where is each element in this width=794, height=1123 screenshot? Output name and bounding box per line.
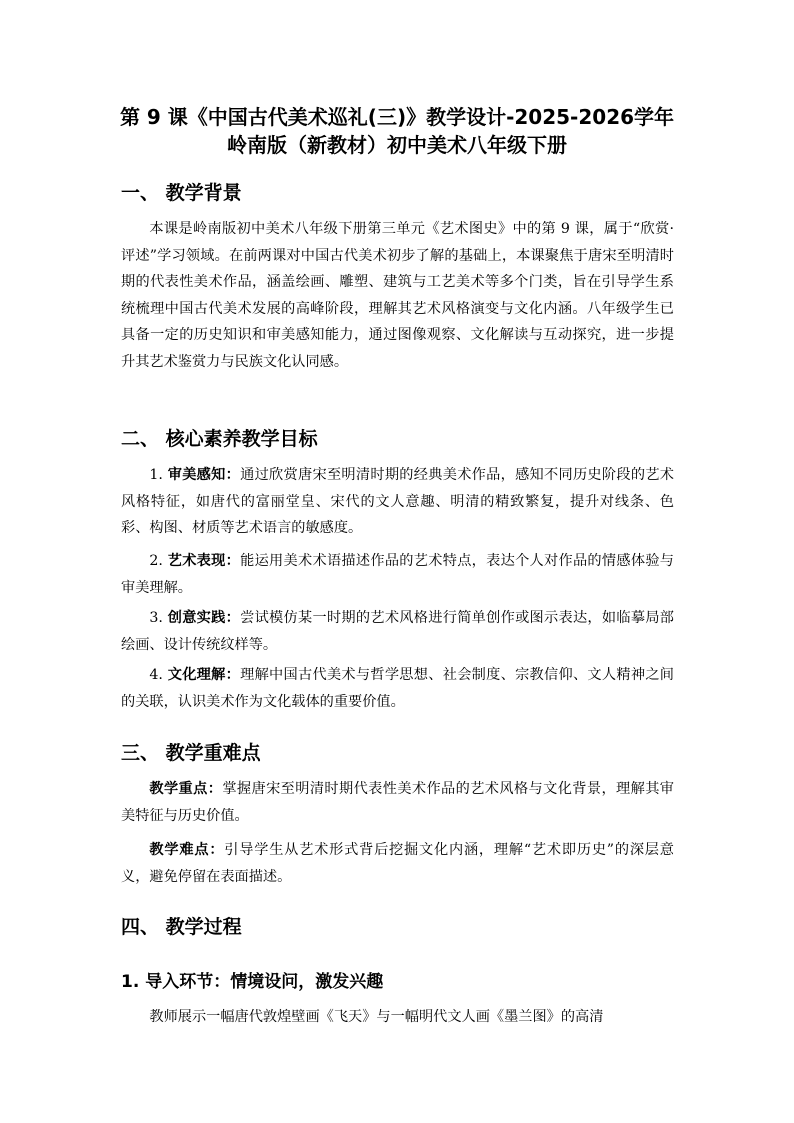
objective-item-1 bbox=[121, 462, 674, 542]
objective-text: 理解中国古代美术与哲学思想、社会制度、宗教信仰、文人精神之间的关联，认识美术作为文化载体的重要价值。 bbox=[121, 667, 674, 710]
objective-label: 艺术表现 bbox=[167, 553, 226, 569]
objective-label: 创意实践 bbox=[167, 610, 226, 626]
objective-num: 2. bbox=[149, 553, 168, 569]
objective-sep: ： bbox=[225, 553, 241, 569]
difficulty-sep: ： bbox=[209, 842, 225, 858]
objective-item-4 bbox=[121, 662, 674, 715]
objective-item-3 bbox=[121, 605, 674, 658]
key-point-label: 教学重点 bbox=[149, 781, 208, 797]
difficulty-label: 教学难点 bbox=[149, 842, 210, 858]
objective-num: 4. bbox=[149, 667, 168, 683]
objective-num: 3. bbox=[149, 610, 168, 626]
objective-sep: ： bbox=[225, 467, 241, 483]
background-paragraph: 本课是岭南版初中美术八年级下册第三单元《艺术图史》中的第 9 课，属于“欣赏·评述”学习领域。在前两课对中国古代美术初步了解的基础上，本课聚焦于唐宋至明清时期的代表性美术作品，涵盖绘画、雕塑、建筑与工艺美术等多个门类，旨在引导学生系统梳理中国古代美术发展的高峰阶段，理解其艺术风格演变与文化内涵。八年级学生已具备一定的历史知识和审美感知能力，通过图像观察、文化解读与互动探究，进一步提升其艺术鉴赏力与民族文化认同感。 bbox=[121, 221, 674, 370]
doc-title-line1: 第 9 课《中国古代美术巡礼(三)》教学设计-2025-2026学年 bbox=[119, 105, 675, 129]
section-heading-objectives: 二、 核心素养教学目标 bbox=[121, 428, 318, 450]
key-point-text: 掌握唐宋至明清时期代表性美术作品的艺术风格与文化背景，理解其审美特征与历史价值。 bbox=[121, 781, 674, 824]
doc-title-line2: 岭南版（新教材）初中美术八年级下册 bbox=[227, 133, 567, 157]
objective-sep: ： bbox=[225, 610, 241, 626]
key-point-paragraph bbox=[121, 776, 674, 829]
section-heading-process: 四、 教学过程 bbox=[121, 916, 242, 938]
objective-text: 能运用美术术语描述作品的艺术特点，表达个人对作品的情感体验与审美理解。 bbox=[121, 553, 674, 596]
section-heading-background: 一、 教学背景 bbox=[121, 182, 242, 204]
objective-label: 文化理解 bbox=[167, 667, 226, 683]
objective-sep: ： bbox=[225, 667, 241, 683]
key-point-sep: ： bbox=[207, 781, 223, 797]
objective-num: 1. bbox=[149, 467, 168, 483]
difficulty-paragraph bbox=[121, 837, 674, 890]
objective-item-2 bbox=[121, 548, 674, 601]
section-heading-keypoints: 三、 教学重难点 bbox=[121, 742, 261, 764]
objective-text: 通过欣赏唐宋至明清时期的经典美术作品，感知不同历史阶段的艺术风格特征，如唐代的富丽堂皇、宋代的文人意趣、明清的精致繁复，提升对线条、色彩、构图、材质等艺术语言的敏感度。 bbox=[121, 467, 674, 536]
objective-label: 审美感知 bbox=[167, 467, 226, 483]
process-intro-paragraph: 教师展示一幅唐代敦煌壁画《飞天》与一幅明代文人画《墨兰图》的高清 bbox=[149, 1009, 604, 1025]
process-subheading-intro: 1. 导入环节：情境设问，激发兴趣 bbox=[121, 972, 384, 992]
difficulty-text: 引导学生从艺术形式背后挖掘文化内涵，理解“艺术即历史”的深层意义，避免停留在表面描述。 bbox=[121, 842, 674, 885]
objective-text: 尝试模仿某一时期的艺术风格进行简单创作或图示表达，如临摹局部绘画、设计传统纹样等。 bbox=[121, 610, 674, 653]
